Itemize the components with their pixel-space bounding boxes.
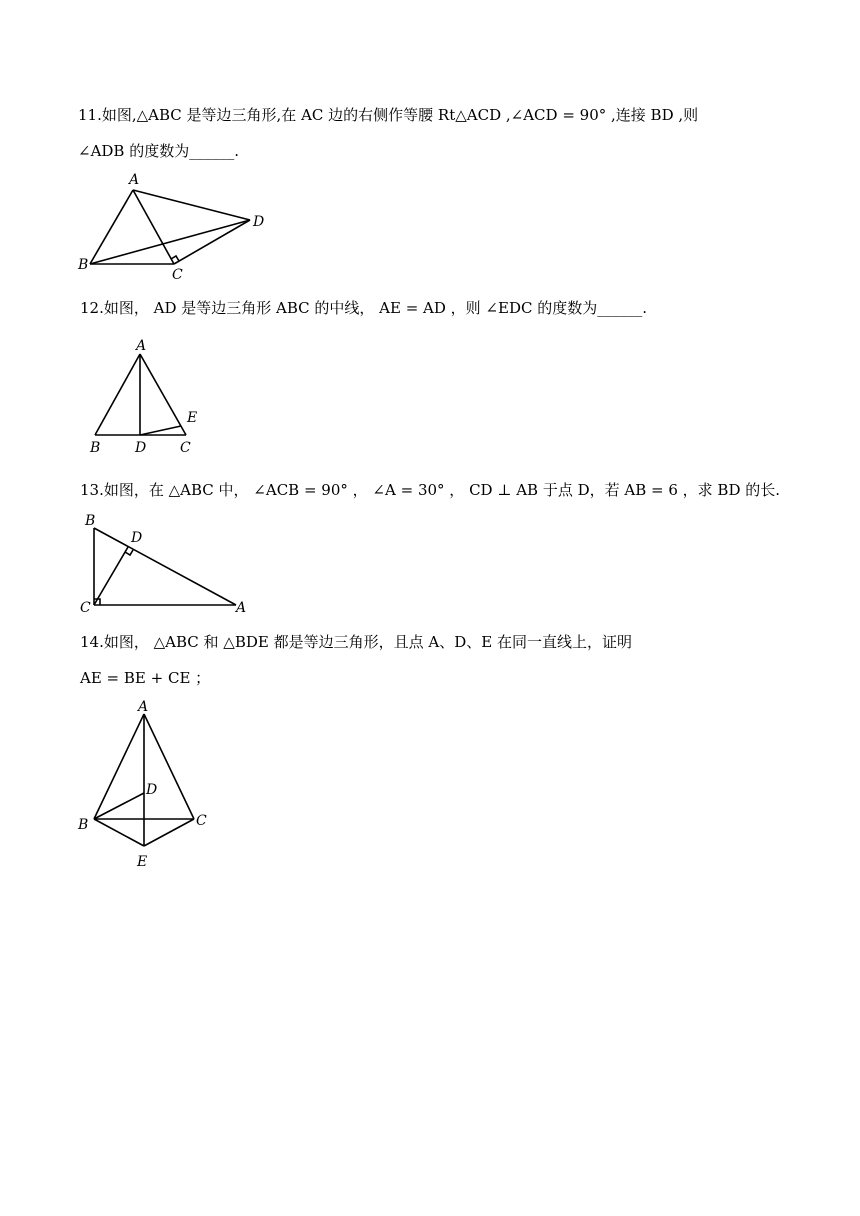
label-d: D xyxy=(131,530,143,546)
label-e: E xyxy=(137,854,148,870)
label-a: A xyxy=(129,172,140,188)
segment-cd xyxy=(174,220,250,264)
label-b: B xyxy=(90,440,101,456)
label-b: B xyxy=(85,513,96,529)
label-b: B xyxy=(78,817,89,833)
question-14-figure xyxy=(76,696,216,874)
label-c: C xyxy=(196,813,207,829)
label-a: A xyxy=(138,699,149,715)
segment-ad xyxy=(133,190,250,220)
segment-ab xyxy=(94,714,144,819)
question-14-statement: AE = BE + CE ； xyxy=(80,669,211,687)
question-12-text: 12.如图， AD 是等边三角形 ABC 的中线， AE = AD ，则 ∠EDC 的度数为______. xyxy=(80,299,648,317)
question-14-text: 14.如图， △ABC 和 △BDE 都是等边三角形，且点 A、D、E 在同一直线上，证明 xyxy=(80,633,632,651)
question-11-answer-line: ∠ADB 的度数为______. xyxy=(78,142,239,160)
label-a: A xyxy=(136,338,147,354)
label-d: D xyxy=(146,782,158,798)
label-c: C xyxy=(180,440,191,456)
segment-ab xyxy=(90,190,133,264)
label-a: A xyxy=(236,600,247,616)
segment-bd xyxy=(94,793,144,819)
label-b: B xyxy=(78,257,89,273)
question-11-text: 11.如图,△ABC 是等边三角形,在 AC 边的右侧作等腰 Rt△ACD ,∠ACD = 90° ,连接 BD ,则 xyxy=(78,106,699,124)
label-c: C xyxy=(172,267,183,283)
label-d: D xyxy=(135,440,147,456)
segment-ce xyxy=(144,819,194,846)
segment-ac xyxy=(140,354,186,435)
question-13-figure xyxy=(78,510,258,616)
label-e: E xyxy=(187,410,198,426)
segment-ab xyxy=(95,354,140,435)
segment-cd xyxy=(94,547,128,605)
question-11-figure xyxy=(70,170,280,282)
question-12-figure xyxy=(82,336,212,458)
label-d: D xyxy=(253,214,265,230)
segment-ac xyxy=(144,714,194,819)
segment-ab xyxy=(94,528,236,605)
segment-de xyxy=(140,426,181,435)
segment-be xyxy=(94,819,144,846)
label-c: C xyxy=(80,600,91,616)
question-13-text: 13.如图，在 △ABC 中， ∠ACB = 90° ， ∠A = 30° ， CD ⊥ AB 于点 D，若 AB = 6 ，求 BD 的长. xyxy=(80,481,781,499)
segment-ac xyxy=(133,190,174,264)
